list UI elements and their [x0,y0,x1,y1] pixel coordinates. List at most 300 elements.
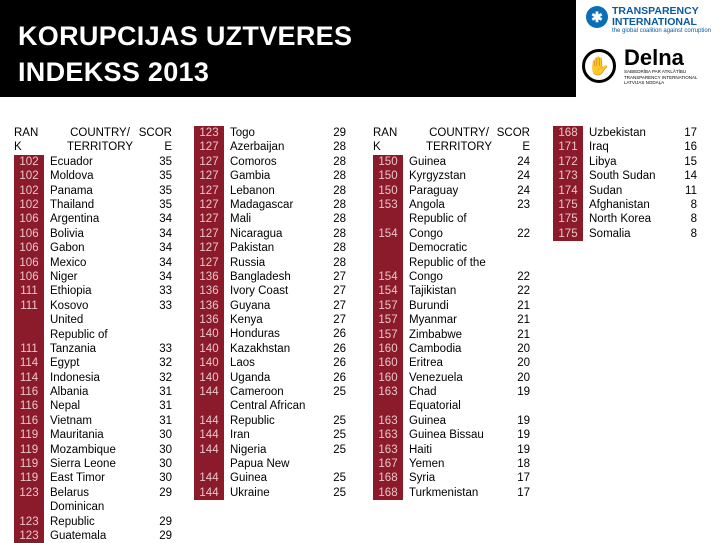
country-name: Albania [50,386,89,399]
rank-cell [14,529,44,543]
country-name: Cambodia [409,342,462,355]
score-value: 31 [159,400,172,413]
rank-cell [373,212,403,241]
table-row [14,356,172,370]
rank-cell [14,486,44,500]
rank-value: 114 [19,357,39,370]
rank-value: 175 [558,198,578,211]
rank-cell [373,371,403,385]
score-value: 33 [159,342,172,355]
table-row [373,356,530,370]
rank-value: 102 [19,170,39,183]
country-name: Moldova [50,170,94,183]
ti-logo-tagline: the global coalition against corruption [612,28,712,34]
table-row [373,313,530,327]
rank-cell [14,356,44,370]
rank-cell [194,327,224,341]
table-row [373,198,530,212]
country-name: Libya [589,155,617,168]
country-name: Sudan [589,184,623,197]
country-name: Gambia [230,170,271,183]
rank-cell [194,457,224,486]
country-name: Syria [409,472,436,485]
rank-value: 127 [199,198,219,211]
country-name: Haiti [409,443,433,456]
rank-cell [194,356,224,370]
rank-cell [194,126,224,140]
score-value: 29 [333,126,346,139]
score-value: 19 [517,429,530,442]
rank-cell [194,169,224,183]
delna-logo-subtitle: SABIEDRĪBA PAR ATKLĀTĪBU TRANSPARENCY INTERNATIONAL LATVIJAS NODAĻA [624,69,698,85]
rank-cell [553,198,583,212]
country-name: Ukraine [230,486,270,499]
rank-value: 168 [558,127,578,139]
rank-cell [373,284,403,298]
score-value: 32 [159,371,172,384]
score-value: 35 [159,155,172,168]
country-name: Turkmenistan [409,486,479,499]
rank-cell [14,399,44,413]
table-row [14,184,172,198]
score-value: 24 [517,170,530,183]
table-row [14,428,172,442]
score-value: 34 [159,213,172,226]
rank-value: 163 [378,443,398,456]
rank-value: 123 [199,127,219,139]
rank-value: 173 [558,170,578,183]
rank-value: 119 [19,458,39,471]
score-value: 33 [159,299,172,312]
country-name: Comoros [230,155,277,168]
rank-cell [553,212,583,226]
table-row [14,313,172,356]
country-name: Ecuador [50,155,93,168]
rank-value: 127 [199,242,219,255]
score-value: 35 [159,184,172,197]
table-row [553,212,697,226]
table-row [14,471,172,485]
table-row [373,212,530,241]
rank-cell [553,227,583,241]
rank-cell [14,184,44,198]
country-name: Russia [230,256,266,269]
rank-cell [194,270,224,284]
rank-cell [553,169,583,183]
table-row [373,371,530,385]
score-value: 28 [333,227,346,240]
rank-value: 136 [199,314,219,327]
rank-value: 154 [378,270,398,283]
rank-cell [14,256,44,270]
table-column-3 [373,126,530,500]
table-row [553,126,697,140]
country-name: Mozambique [50,443,116,456]
table-row [194,327,346,341]
score-value: 35 [159,198,172,211]
rank-value: 106 [19,227,39,240]
table-row [14,399,172,413]
rank-cell [14,313,44,356]
score-value: 28 [333,213,346,226]
rank-value: 153 [378,198,398,211]
table-row [194,385,346,399]
table-row [194,140,346,154]
score-value: 20 [517,371,530,384]
rank-value: 116 [19,400,39,413]
rank-value: 140 [199,328,219,341]
country-name: United Republic of Tanzania [50,314,108,355]
score-value: 25 [333,472,346,485]
country-name: Kyrgyzstan [409,170,466,183]
score-value: 27 [333,270,346,283]
score-value: 22 [517,285,530,298]
table-row [553,169,697,183]
rank-value: 168 [378,472,398,485]
table-row [373,241,530,284]
rank-value: 144 [199,472,219,485]
rank-cell [553,140,583,154]
country-name: Guatemala [50,529,107,542]
table-row [14,212,172,226]
score-value: 19 [517,414,530,427]
rank-cell [14,500,44,529]
country-header: COUNTRY/ TERRITORY [425,127,493,154]
score-value: 21 [517,328,530,341]
country-name: Angola [409,198,445,211]
table-column-4 [553,126,697,241]
rank-value: 127 [199,184,219,197]
rank-value: 116 [19,414,39,427]
rank-cell [194,155,224,169]
rank-cell [373,313,403,327]
rank-cell [373,428,403,442]
table-row [194,212,346,226]
rank-value: 144 [199,486,219,499]
score-value: 28 [333,170,346,183]
country-name: Ivory Coast [230,285,289,298]
rank-value: 168 [378,486,398,499]
rank-cell [194,385,224,399]
table-row [194,198,346,212]
rank-cell [14,371,44,385]
score-value: 34 [159,270,172,283]
country-name: Argentina [50,213,100,226]
rank-value: 127 [199,213,219,226]
table-row [373,486,530,500]
country-name: Chad [409,386,437,399]
rank-value: 127 [199,227,219,240]
table-row [194,371,346,385]
table-row [194,126,346,140]
country-name: Bangladesh [230,270,291,283]
country-name: East Timor [50,472,105,485]
score-value: 11 [685,184,697,197]
score-value: 28 [333,242,346,255]
country-name: Mali [230,213,252,226]
rank-cell [373,328,403,342]
table-row [373,399,530,428]
score-value: 22 [517,270,530,283]
country-name: Ethiopia [50,285,92,298]
table-header [14,126,172,155]
score-value: 17 [684,126,697,139]
rank-value: 140 [199,342,219,355]
table-row [373,284,530,298]
rank-value: 175 [558,227,578,240]
table-row [14,486,172,500]
rank-cell [14,457,44,471]
score-value: 26 [333,328,346,341]
country-name: Somalia [589,227,631,240]
rank-cell [14,385,44,399]
rank-value: 102 [19,184,39,197]
score-value: 23 [517,198,530,211]
rank-cell [14,299,44,313]
country-name: Azerbaijan [230,141,285,154]
score-value: 31 [159,386,172,399]
score-value: 25 [333,386,346,399]
rank-cell [14,471,44,485]
table-row [14,198,172,212]
score-value: 25 [333,443,346,456]
rank-value: 140 [199,357,219,370]
country-name: Bolivia [50,227,84,240]
country-name: Nicaragua [230,227,283,240]
score-value: 28 [333,141,346,154]
rank-cell [194,140,224,154]
table-row [14,385,172,399]
rank-cell [194,198,224,212]
delna-circle-icon: ✋ [582,49,616,83]
table-row [194,270,346,284]
rank-cell [194,299,224,313]
score-value: 26 [333,371,346,384]
score-value: 26 [333,342,346,355]
rank-cell [194,371,224,385]
rank-cell [194,443,224,457]
ti-circle-icon: ✱ [586,6,608,28]
delna-logo [582,47,718,91]
table-row [373,342,530,356]
score-value: 25 [333,486,346,499]
table-row [14,227,172,241]
rank-value: 144 [199,429,219,442]
table-row [14,169,172,183]
rank-value: 154 [378,285,398,298]
rank-value: 172 [558,155,578,168]
ti-logo-name: TRANSPARENCY INTERNATIONAL [612,5,699,28]
rank-cell [373,342,403,356]
rank-cell [14,284,44,298]
rank-value: 160 [378,357,398,370]
table-row [373,169,530,183]
country-name: Iran [230,429,250,442]
score-value: 14 [684,170,697,183]
rank-cell [553,155,583,169]
score-value: 28 [333,256,346,269]
score-value: 34 [159,242,172,255]
table-row [194,155,346,169]
rank-value: 119 [19,443,39,456]
country-name: Cameroon [230,386,284,399]
table-row [14,270,172,284]
rank-cell [14,227,44,241]
country-name: South Sudan [589,170,656,183]
table-column-2 [194,126,346,500]
rank-value: 127 [199,141,219,154]
rank-cell [14,414,44,428]
country-name: Kosovo [50,299,89,312]
table-row [194,284,346,298]
country-name: Sierra Leone [50,458,116,471]
table-row [553,155,697,169]
country-name: North Korea [589,213,652,226]
country-name: Uzbekistan [589,127,646,139]
country-name: Niger [50,270,78,283]
rank-header: RAN K [14,127,39,154]
rank-cell [373,184,403,198]
score-value: 29 [159,529,172,542]
table-row [14,256,172,270]
table-row [373,155,530,169]
country-name: Afghanistan [589,198,650,211]
rank-cell [14,443,44,457]
rank-header: RAN K [373,127,398,154]
country-name: Venezuela [409,371,463,384]
score-value: 34 [159,227,172,240]
rank-cell [373,198,403,212]
rank-value: 144 [199,414,219,427]
rank-cell [194,241,224,255]
table-row [553,140,697,154]
score-value: 30 [159,458,172,470]
table-row [373,457,530,471]
rank-cell [373,471,403,485]
table-row [14,529,172,543]
rank-cell [14,212,44,226]
table-row [194,227,346,241]
rank-value: 157 [378,299,398,312]
table-row [14,414,172,428]
rank-value: 111 [20,342,38,355]
country-name: Togo [230,127,255,139]
country-name: Dominican Republic [50,501,105,528]
rank-value: 167 [378,458,398,471]
table-row [373,184,530,198]
country-name: Burundi [409,299,449,312]
score-value: 25 [333,414,346,427]
rank-value: 154 [378,227,398,240]
country-name: Madagascar [230,198,294,211]
country-name: Belarus [50,486,89,499]
score-value: 25 [333,429,346,442]
rank-value: 127 [199,170,219,183]
country-name: Laos [230,357,255,370]
score-header: SCOR E [496,127,530,154]
table-row [194,342,346,356]
table-row [194,486,346,500]
rank-cell [14,428,44,442]
country-name: Equatorial Guinea [409,400,461,427]
table-row [373,443,530,457]
score-value: 27 [333,285,346,298]
rank-value: 136 [199,285,219,298]
country-name: Mexico [50,256,87,269]
rank-value: 174 [558,184,578,197]
score-value: 27 [333,299,346,312]
rank-cell [373,155,403,169]
rank-cell [553,184,583,198]
rank-cell [194,313,224,327]
score-value: 24 [517,155,530,168]
score-value: 8 [690,198,697,211]
rank-value: 116 [19,386,39,399]
rank-value: 150 [378,170,398,183]
country-name: Guyana [230,299,271,312]
country-name: Zimbabwe [409,328,463,341]
score-value: 17 [517,472,530,485]
table-row [194,313,346,327]
table-row [553,198,697,212]
rank-value: 106 [19,213,39,226]
country-name: Eritrea [409,357,443,370]
rank-value: 119 [19,472,39,485]
rank-cell [373,356,403,370]
score-value: 30 [159,443,172,456]
rank-value: 123 [19,515,39,528]
rank-cell [194,256,224,270]
table-row [14,155,172,169]
score-value: 8 [690,227,697,240]
rank-value: 140 [199,371,219,384]
rank-value: 114 [19,371,39,384]
rank-cell [14,270,44,284]
score-value: 19 [517,386,530,399]
rank-cell [14,169,44,183]
table-row [194,256,346,270]
country-name: Myanmar [409,314,457,327]
rank-value: 171 [558,141,578,154]
country-name: Vietnam [50,414,92,427]
country-name: Nigeria [230,443,267,456]
rank-value: 123 [19,529,39,542]
rank-cell [14,241,44,255]
score-value: 17 [517,486,530,499]
table-row [194,399,346,428]
score-value: 28 [333,184,346,197]
table-row [14,371,172,385]
rank-value: 102 [19,198,39,211]
score-value: 27 [333,314,346,327]
rank-cell [373,399,403,428]
rank-value: 111 [20,299,38,312]
country-name: Honduras [230,328,280,341]
score-value: 20 [517,342,530,355]
country-name: Uganda [230,371,271,384]
score-value: 15 [684,155,697,168]
rank-value: 157 [378,314,398,327]
table-row [194,457,346,486]
table-row [553,184,697,198]
rank-value: 175 [558,213,578,226]
score-header: SCOR E [138,127,172,154]
table-row [14,241,172,255]
table-header [373,126,530,155]
table-row [194,184,346,198]
country-name: Pakistan [230,242,275,255]
rank-cell [194,227,224,241]
